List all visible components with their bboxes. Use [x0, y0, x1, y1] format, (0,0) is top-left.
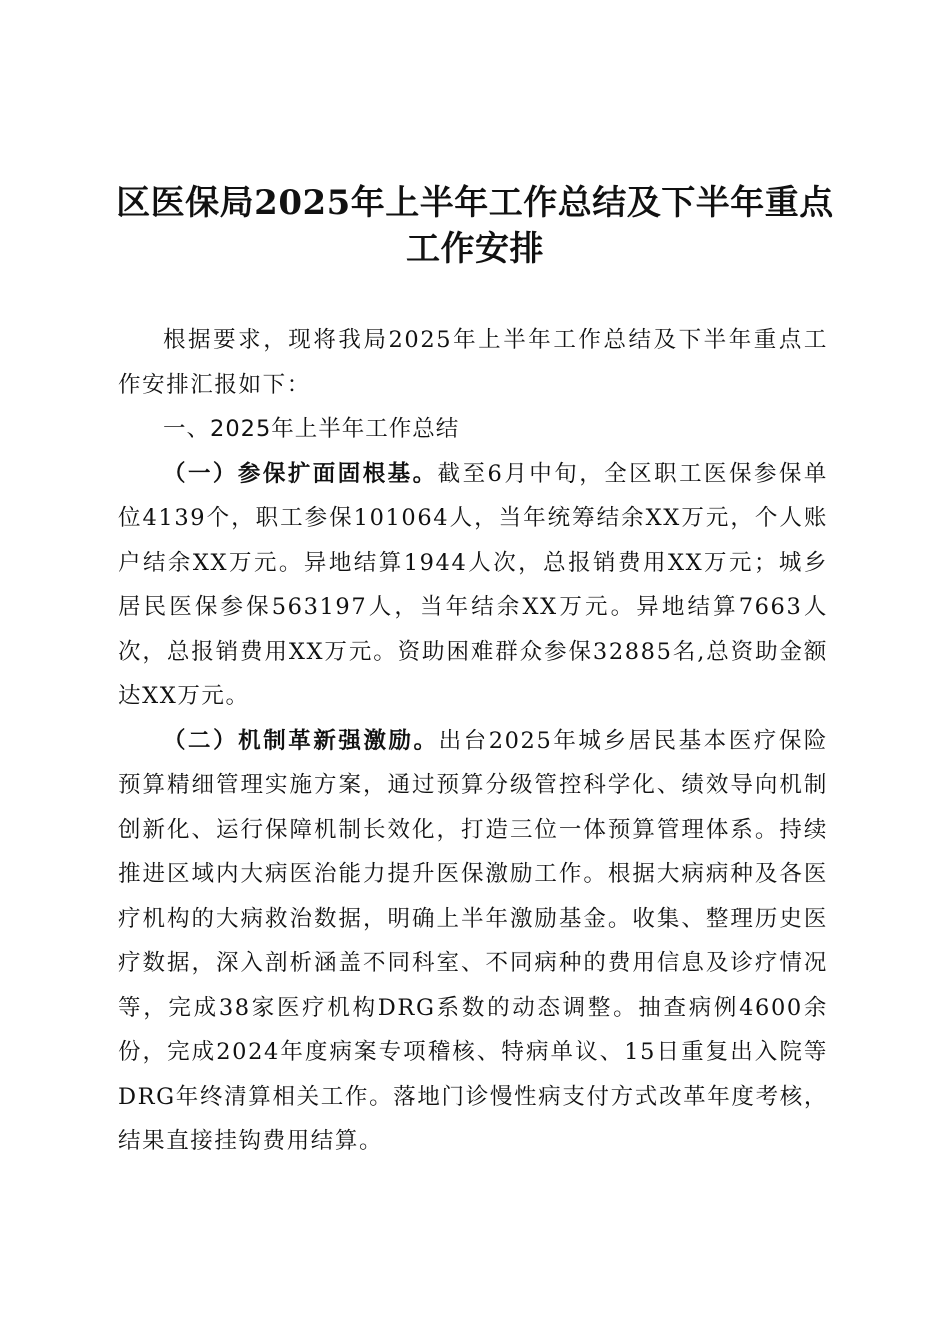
document-body: [118, 318, 828, 1164]
item-1-lead: （一）参保扩面固根基。: [163, 460, 438, 487]
section-heading: 一、2025年上半年工作总结: [163, 416, 460, 442]
item-2-text: 出台2025年城乡居民基本医疗保险预算精细管理实施方案，通过预算分级管控科学化、绩效导向机制创新化、运行保障机制长效化，打造三位一体预算管理体系。持续推进区域内大病医治能力提升医保激励工作。根据大病病种及各医疗机构的大病救治数据，明确上半年激励基金。收集、整理历史医疗数据，深入剖析涵盖不同科室、不同病种的费用信息及诊疗情况等，完成38家医疗机构DRG系数的动态调整。抽查病例4600余份，完成2024年度病案专项稽核、特病单议、15日重复出入院等DRG年终清算相关工作。落地门诊慢性病支付方式改革年度考核，结果直接挂钩费用结算。: [118, 727, 828, 1154]
intro-paragraph: 根据要求，现将我局2025年上半年工作总结及下半年重点工作安排汇报如下：: [118, 327, 828, 398]
item-2-lead: （二）机制革新强激励。: [163, 727, 439, 754]
document-title: 区医保局2025年上半年工作总结及下半年重点工作安排: [116, 183, 834, 269]
item-1-text: 截至6月中旬，全区职工医保参保单位4139个，职工参保101064人，当年统筹结余XX万元，个人账户结余XX万元。异地结算1944人次，总报销费用XX万元；城乡居民医保参保563197人，当年结余XX万元。异地结算7663人次，总报销费用XX万元。资助困难群众参保32885名,总资助金额达XX万元。: [118, 460, 828, 709]
paragraph-item-1: [118, 452, 828, 719]
paragraph-item-2: [118, 719, 828, 1164]
